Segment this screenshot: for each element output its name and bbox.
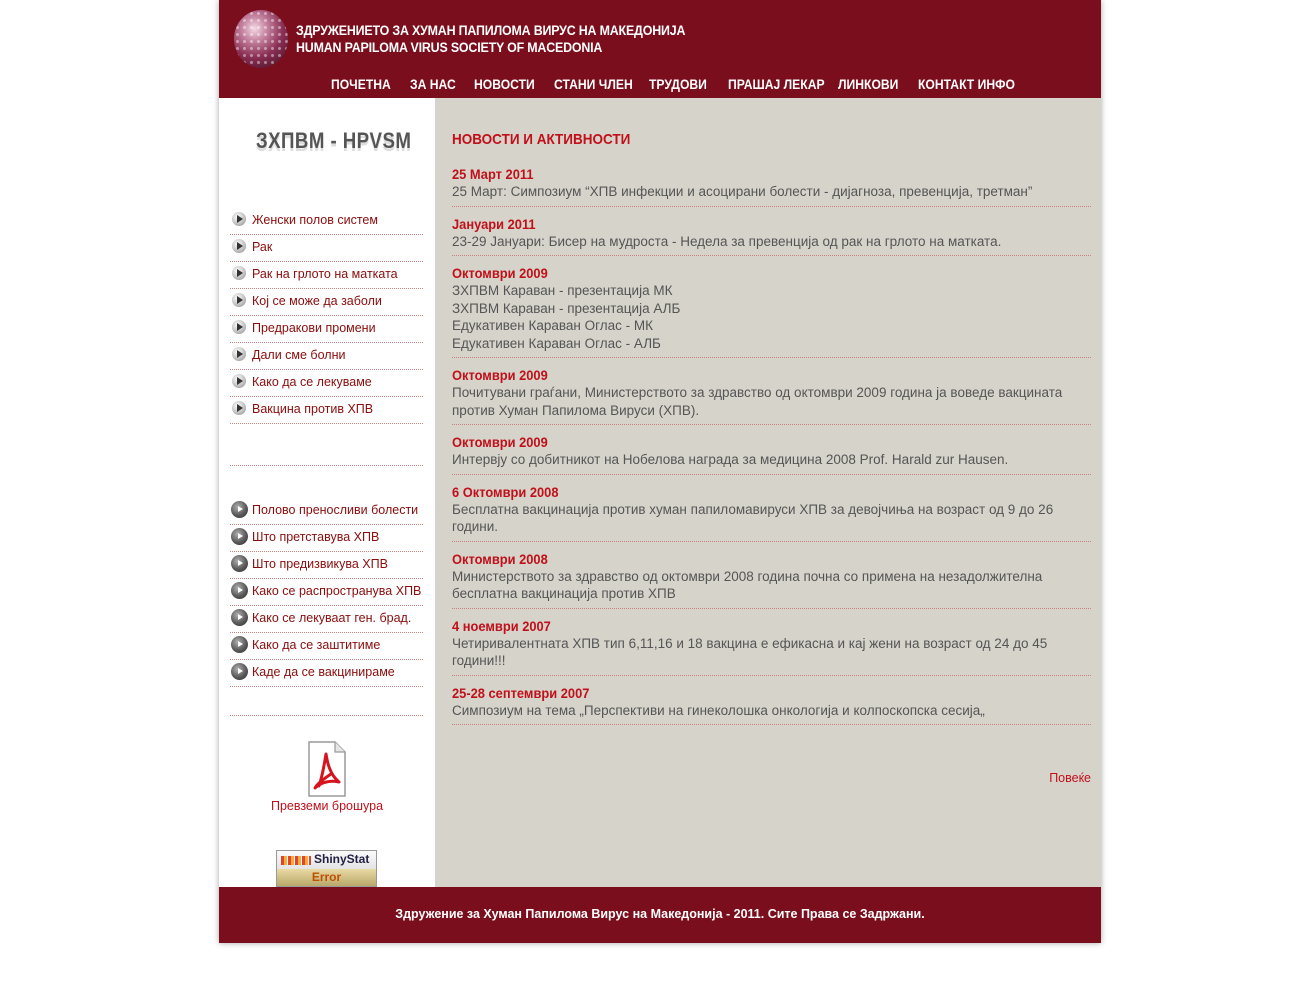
sidebar-item-label: Што предизвикува ХПВ	[252, 557, 388, 571]
sidebar-item-what-is-hpv[interactable]	[230, 525, 423, 552]
news-item	[452, 429, 1091, 475]
sidebar-item-label: Каде да се вакцинираме	[252, 665, 395, 679]
sidebar	[219, 98, 435, 887]
news-link[interactable]: Четиривалентната ХПВ тип 6,11,16 и 18 вакцина е ефикасна и кај жени на возраст од 24 до 45	[452, 635, 1048, 651]
news-item	[452, 613, 1091, 676]
ball-bullet-icon	[231, 555, 248, 572]
sidebar-item-who-can-get-sick[interactable]	[230, 289, 423, 316]
news-item	[452, 362, 1091, 425]
sidebar-brand: ЗХПВМ - HPVSM	[256, 128, 412, 153]
sidebar-item-label: Полово преносливи болести	[252, 503, 419, 517]
logo-texture	[234, 10, 288, 68]
sidebar-item-genital-warts-treatment[interactable]	[230, 606, 423, 633]
news-item	[452, 680, 1091, 726]
nav-links[interactable]: ЛИНКОВИ	[838, 77, 899, 92]
arrow-bullet-icon	[232, 401, 246, 415]
news-link[interactable]: 25 Март: Симпозиум “ХПВ инфекции и асоцирани болести - дијагноза, превенција, третман”	[452, 184, 1033, 199]
sidebar-item-label: Предракови промени	[252, 321, 376, 335]
arrow-bullet-icon	[232, 293, 246, 307]
arrow-bullet-icon	[232, 347, 246, 361]
sidebar-item-where-to-vaccinate[interactable]	[230, 660, 423, 687]
news-date: 25 Март 2011	[452, 166, 534, 182]
ball-bullet-icon	[231, 501, 248, 518]
nav-ask-doctor[interactable]: ПРАШАЈ ЛЕКАР	[728, 77, 825, 92]
sidebar-item-what-causes-hpv[interactable]	[230, 552, 423, 579]
sidebar-item-how-to-treat[interactable]	[230, 370, 423, 397]
news-link[interactable]: ЗХПВМ Караван - презентација АЛБ	[452, 300, 681, 316]
download-brochure-link[interactable]: Превземи брошура	[270, 799, 384, 813]
sidebar-item-cervical-cancer[interactable]	[230, 262, 423, 289]
header	[219, 0, 1101, 98]
sidebar-item-std[interactable]	[230, 498, 423, 525]
sidebar-item-cancer[interactable]	[230, 235, 423, 262]
counter-status: Error	[277, 869, 376, 886]
news-date: Октомври 2009	[452, 265, 548, 281]
sidebar-item-label: Вакцина против ХПВ	[252, 402, 374, 416]
news-item	[452, 479, 1091, 542]
site-title[interactable]	[296, 22, 685, 56]
news-date: 6 Октомври 2008	[452, 483, 559, 500]
ball-bullet-icon	[231, 636, 248, 653]
site-title-mk: ЗДРУЖЕНИЕТО ЗА ХУМАН ПАПИЛОМА ВИРУС НА МАКЕДОНИЈА	[296, 23, 686, 38]
news-link[interactable]: Почитувани граѓани, Министерството за здравство од октомври 2009 година ја воведе вакцината	[452, 385, 1063, 400]
news-link[interactable]: бесплатна вакцинација против ХПВ	[452, 586, 676, 601]
ball-bullet-icon	[231, 663, 248, 680]
sidebar-item-how-to-protect[interactable]	[230, 633, 423, 660]
sidebar-item-label: Кој се може да заболи	[252, 294, 382, 308]
main-content	[435, 98, 1101, 887]
sidebar-item-label: Како да се заштитиме	[252, 638, 381, 652]
news-date: Октомври 2009	[452, 434, 548, 450]
section-title: НОВОСТИ И АКТИВНОСТИ	[452, 131, 631, 148]
news-link[interactable]: Едукативен Караван Оглас - МК	[452, 318, 653, 333]
sidebar-item-label: Рак	[252, 240, 273, 254]
news-link[interactable]: години!!!	[452, 653, 506, 668]
nav-papers[interactable]: ТРУДОВИ	[649, 77, 707, 92]
news-date: Јануари 2011	[452, 215, 536, 232]
sidebar-item-label: Како да се лекуваме	[252, 375, 372, 389]
sidebar-item-label: Рак на грлото на матката	[252, 267, 398, 281]
ball-bullet-icon	[231, 582, 248, 599]
arrow-bullet-icon	[232, 320, 246, 334]
sidebar-item-label: Што претставува ХПВ	[252, 530, 380, 544]
sidebar-item-label: Како се лекуваат ген. брад.	[252, 611, 412, 625]
shinystat-counter[interactable]	[276, 850, 377, 887]
site-title-en: HUMAN PAPILOMA VIRUS SOCIETY OF MACEDONIA	[296, 40, 603, 55]
news-item	[452, 260, 1091, 358]
news-link[interactable]: Симпозиум на тема „Перспективи на гинеколошка онкологија и колпоскопска сесија„	[452, 702, 985, 718]
page-container	[219, 0, 1101, 943]
sidebar-item-label: Како се распространува ХПВ	[252, 584, 422, 598]
sidebar-divider	[230, 715, 423, 716]
sidebar-item-label: Дали сме болни	[252, 348, 346, 362]
arrow-bullet-icon	[232, 239, 246, 253]
sidebar-divider	[230, 465, 423, 466]
arrow-bullet-icon	[232, 266, 246, 280]
nav-join[interactable]: СТАНИ ЧЛЕН	[554, 77, 633, 92]
main-nav	[219, 77, 1101, 95]
pdf-icon[interactable]	[307, 740, 347, 798]
nav-news[interactable]: НОВОСТИ	[474, 77, 535, 92]
news-link[interactable]: 23-29 Јануари: Бисер на мудроста - Недела за превенција од рак на грлото на матката.	[452, 233, 1002, 249]
counter-brand: ShinyStat	[314, 852, 370, 866]
hpv-logo-icon[interactable]	[234, 10, 288, 68]
news-date: 4 ноември 2007	[452, 617, 551, 634]
nav-contact[interactable]: КОНТАКТ ИНФО	[918, 77, 1015, 92]
news-item	[452, 211, 1091, 257]
footer-copyright: Здружение за Хуман Папилома Вирус на Македонија - 2011. Сите Права се Задржани.	[395, 907, 925, 921]
counter-bars-icon	[281, 856, 311, 865]
arrow-bullet-icon	[232, 212, 246, 226]
news-link[interactable]: Интервју со добитникот на Нобелова награда за медицина 2008 Prof. Harald zur Hausen.	[452, 452, 1009, 467]
sidebar-menu-2	[230, 498, 423, 687]
ball-bullet-icon	[231, 528, 248, 545]
ball-bullet-icon	[231, 609, 248, 626]
sidebar-item-precancerous-changes[interactable]	[230, 316, 423, 343]
sidebar-item-are-we-sick[interactable]	[230, 343, 423, 370]
more-link[interactable]: Повеќе	[1049, 771, 1091, 785]
news-link[interactable]: против Хуман Папилома Вируси (ХПВ).	[452, 402, 700, 418]
sidebar-item-female-reproductive-system[interactable]	[230, 208, 423, 235]
news-link[interactable]: години.	[452, 519, 499, 534]
news-link[interactable]: ЗХПВМ Караван - презентација МК	[452, 283, 673, 298]
news-link[interactable]: Едукативен Караван Оглас - АЛБ	[452, 335, 661, 351]
footer	[219, 887, 1101, 943]
news-date: Октомври 2008	[452, 550, 548, 567]
news-item	[452, 161, 1091, 207]
sidebar-item-label: Женски полов систем	[252, 213, 378, 227]
sidebar-item-how-hpv-spreads[interactable]	[230, 579, 423, 606]
news-list	[452, 161, 1091, 729]
nav-home[interactable]: ПОЧЕТНА	[331, 77, 391, 92]
nav-about[interactable]: ЗА НАС	[410, 77, 456, 92]
sidebar-item-hpv-vaccine[interactable]	[230, 397, 423, 424]
news-date: Октомври 2009	[452, 367, 548, 383]
news-date: 25-28 септември 2007	[452, 684, 590, 701]
arrow-bullet-icon	[232, 374, 246, 388]
news-item	[452, 546, 1091, 609]
news-link[interactable]: Министерството за здравство од октомври 2008 година почна со примена на незадолжителна	[452, 568, 1043, 584]
sidebar-menu-1	[230, 208, 423, 424]
news-link[interactable]: Бесплатна вакцинација против хуман папиломавируси ХПВ за девојчиња на возраст од 9 до 26	[452, 501, 1054, 517]
